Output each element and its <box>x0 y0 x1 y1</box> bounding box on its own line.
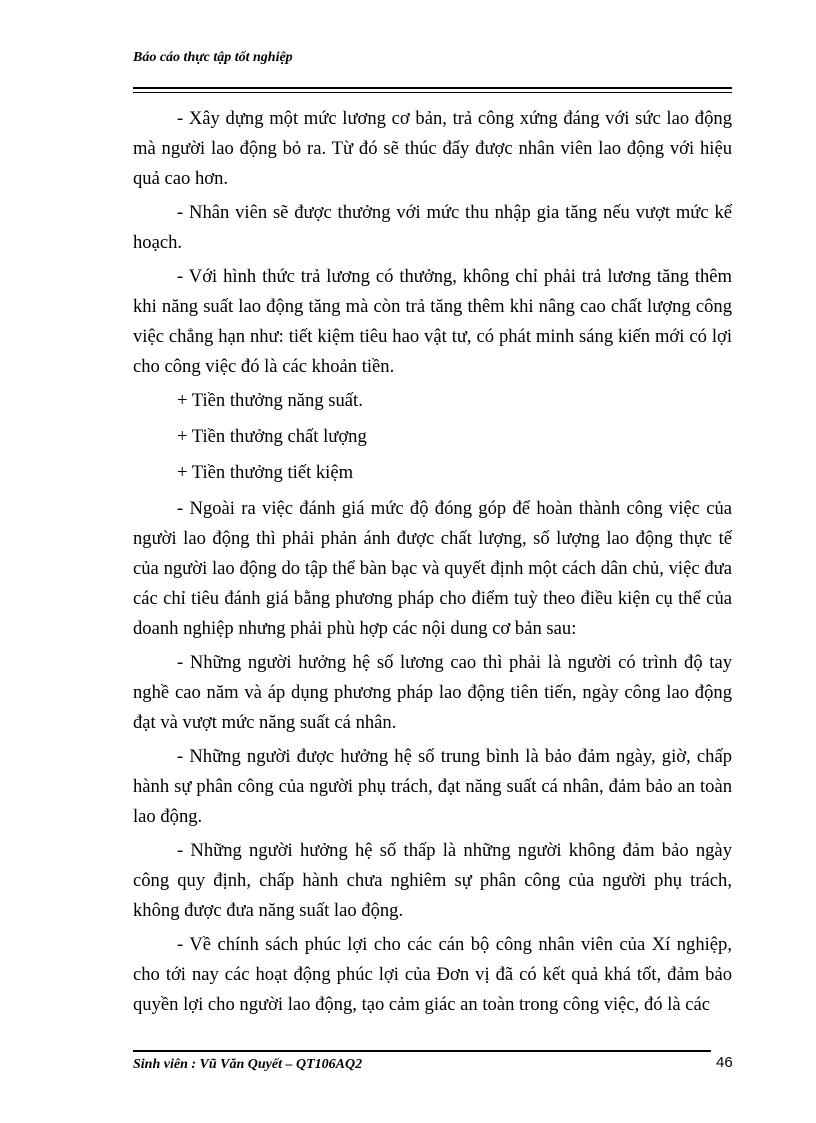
paragraph-bonus-salary-form: - Với hình thức trả lương có thưởng, không chỉ phải trả lương tăng thêm khi năng suất lao động tăng mà còn trả tăng thêm khi nâng cao chất lượng công việc chẳng hạn như: tiết kiệm tiêu hao vật tư, có phát minh sáng kiến mới có lợi cho công việc đó là các khoản tiền. <box>133 266 732 377</box>
paragraph-welfare-policy: - Về chính sách phúc lợi cho các cán bộ công nhân viên của Xí nghiệp, cho tới nay các hoạt động phúc lợi của Đơn vị đã có kết quả khá tốt, đảm bảo quyền lợi cho người lao động, tạo cảm giác an toàn trong công việc, đó là các <box>133 934 732 1015</box>
header-divider <box>133 87 732 93</box>
list-item-quality-bonus: + Tiền thưởng chất lượng <box>177 426 367 447</box>
paragraph-medium-coefficient: - Những người được hưởng hệ số trung bình là bảo đảm ngày, giờ, chấp hành sự phân công của người phụ trách, đạt năng suất cá nhân, đảm bảo an toàn lao động. <box>133 746 732 827</box>
running-header-title: Báo cáo thực tập tốt nghiệp <box>133 50 293 65</box>
document-body <box>133 104 732 1024</box>
page-number: 46 <box>716 1054 733 1071</box>
paragraph-basic-salary: - Xây dựng một mức lương cơ bản, trả công xứng đáng với sức lao động mà người lao động bỏ ra. Từ đó sẽ thúc đẩy được nhân viên lao động với hiệu quả cao hơn. <box>133 108 732 189</box>
paragraph-contribution-assessment: - Ngoài ra việc đánh giá mức độ đóng góp để hoàn thành công việc của người lao động thì phải phản ánh được chất lượng, số lượng lao động thực tế của người lao động do tập thể bàn bạc và quyết định một cách dân chủ, việc đưa các chỉ tiêu đánh giá bằng phương pháp cho điểm tuỳ theo điều kiện cụ thể của doanh nghiệp nhưng phải phù hợp các nội dung cơ bản sau: <box>133 498 732 639</box>
footer-divider <box>133 1050 711 1052</box>
list-item-saving-bonus: + Tiền thưởng tiết kiệm <box>177 462 354 483</box>
list-item-productivity-bonus: + Tiền thưởng năng suất. <box>177 390 363 411</box>
paragraph-low-coefficient: - Những người hưởng hệ số thấp là những người không đảm bảo ngày công quy định, chấp hành chưa nghiêm sự phân công của người phụ trách, không được đưa năng suất lao động. <box>133 840 732 921</box>
footer-author: Sinh viên : Vũ Văn Quyết – QT106AQ2 <box>133 1057 363 1072</box>
paragraph-high-coefficient: - Những người hưởng hệ số lương cao thì phải là người có trình độ tay nghề cao năm và áp dụng phương pháp lao động tiên tiến, ngày công lao động đạt và vượt mức năng suất cá nhân. <box>133 652 732 733</box>
paragraph-bonus-income: - Nhân viên sẽ được thưởng với mức thu nhập gia tăng nếu vượt mức kế hoạch. <box>133 202 732 253</box>
